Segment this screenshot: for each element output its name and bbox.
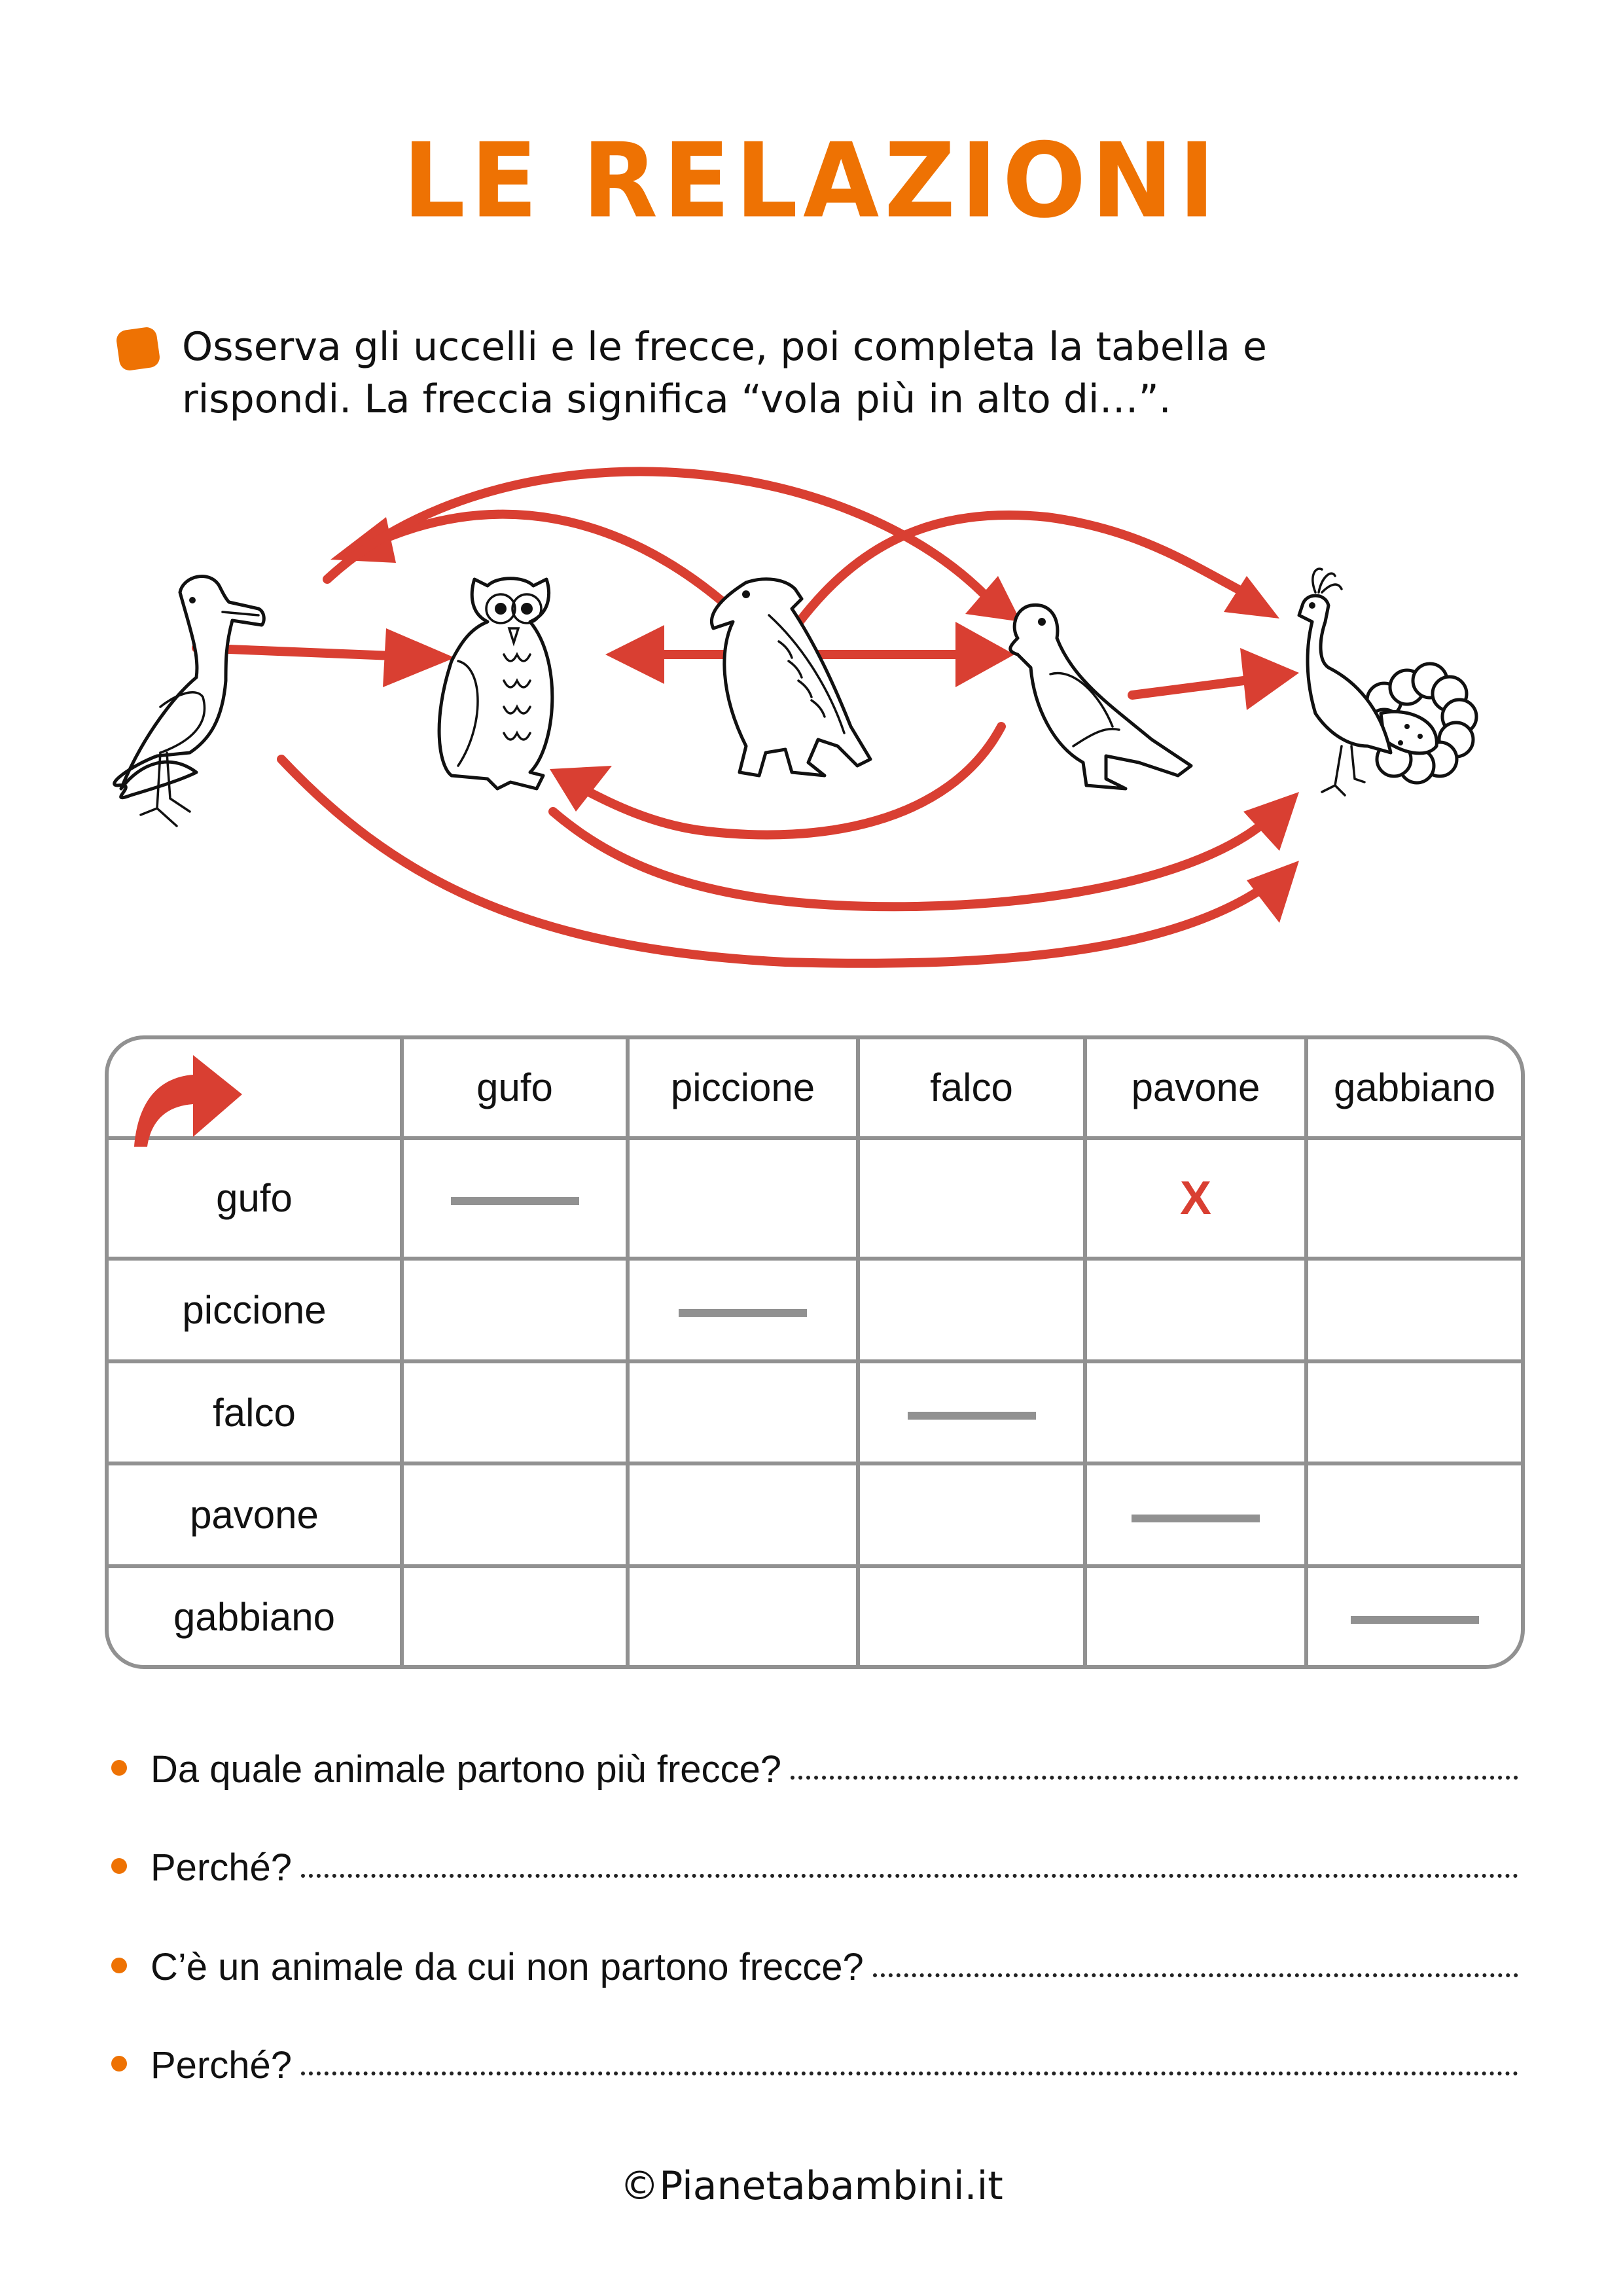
copyright-footer: ©Pianetabambini.it bbox=[620, 2163, 1003, 2209]
row-header: pavone bbox=[109, 1463, 402, 1566]
instruction-bullet-icon bbox=[115, 326, 161, 372]
instruction-line-2: rispondi. La freccia significa “vola più in alto di…”. bbox=[182, 376, 1171, 422]
bird-relations-diagram bbox=[0, 458, 1623, 995]
diagonal-dash bbox=[1351, 1616, 1479, 1624]
relation-cell[interactable] bbox=[1306, 1138, 1521, 1259]
relation-cell[interactable] bbox=[1306, 1361, 1521, 1464]
arrow-gabbiano-gufo bbox=[196, 628, 455, 687]
diagonal-dash bbox=[679, 1309, 807, 1317]
bullet-icon bbox=[111, 1760, 127, 1776]
answer-line[interactable] bbox=[873, 1973, 1518, 1977]
table-row bbox=[109, 1566, 1521, 1665]
arrow-piccione-pavone bbox=[1132, 648, 1299, 710]
bullet-icon bbox=[111, 1858, 127, 1874]
relation-cell[interactable] bbox=[402, 1138, 628, 1259]
piccione-illustration bbox=[1010, 605, 1191, 789]
row-header: piccione bbox=[109, 1259, 402, 1361]
bullet-icon bbox=[111, 2056, 127, 2072]
table-row bbox=[109, 1463, 1521, 1566]
relation-cell[interactable] bbox=[628, 1566, 858, 1665]
relation-cell[interactable] bbox=[402, 1259, 628, 1361]
arrow-gufo-pavone bbox=[553, 792, 1299, 906]
relation-cell[interactable] bbox=[402, 1566, 628, 1665]
page-title: LE RELAZIONI bbox=[402, 121, 1221, 242]
question-item bbox=[111, 1945, 1518, 1989]
column-header: gufo bbox=[402, 1039, 628, 1138]
relation-cell[interactable] bbox=[1085, 1566, 1306, 1665]
relation-cell[interactable] bbox=[1306, 1566, 1521, 1665]
arrow-falco-gufo bbox=[605, 625, 726, 684]
answer-line[interactable] bbox=[301, 2072, 1518, 2075]
relation-cell[interactable] bbox=[858, 1361, 1085, 1464]
row-header: gufo bbox=[109, 1138, 402, 1259]
relation-mark: X bbox=[1179, 1172, 1212, 1225]
relation-cell[interactable] bbox=[628, 1138, 858, 1259]
relation-cell[interactable] bbox=[628, 1361, 858, 1464]
relation-cell[interactable] bbox=[858, 1463, 1085, 1566]
pavone-illustration bbox=[1299, 569, 1476, 795]
relation-cell[interactable] bbox=[628, 1259, 858, 1361]
curved-arrow-icon bbox=[134, 1055, 259, 1147]
falco-illustration bbox=[711, 579, 870, 776]
relation-cell[interactable] bbox=[858, 1566, 1085, 1665]
answer-line[interactable] bbox=[791, 1776, 1518, 1780]
peacock-tail bbox=[1367, 664, 1476, 783]
relation-cell[interactable] bbox=[1085, 1138, 1306, 1259]
table-row bbox=[109, 1361, 1521, 1464]
question-text: Da quale animale partono più frecce? bbox=[151, 1748, 782, 1791]
instruction-text bbox=[182, 321, 1524, 425]
instruction-line-1: Osserva gli uccelli e le frecce, poi completa la tabella e bbox=[182, 324, 1267, 370]
answer-line[interactable] bbox=[301, 1874, 1518, 1878]
relation-cell[interactable] bbox=[858, 1138, 1085, 1259]
question-item bbox=[111, 1846, 1518, 1890]
relation-cell[interactable] bbox=[1306, 1463, 1521, 1566]
question-text: C’è un animale da cui non partono frecce? bbox=[151, 1946, 864, 1988]
arrow-gabbiano-pavone bbox=[281, 759, 1299, 963]
relation-cell[interactable] bbox=[402, 1463, 628, 1566]
relation-cell[interactable] bbox=[1085, 1259, 1306, 1361]
table-row bbox=[109, 1138, 1521, 1259]
relation-cell[interactable] bbox=[858, 1259, 1085, 1361]
bullet-icon bbox=[111, 1958, 127, 1973]
row-header: falco bbox=[109, 1361, 402, 1464]
question-text: Perché? bbox=[151, 2044, 293, 2087]
column-header: pavone bbox=[1085, 1039, 1306, 1138]
table-header-row bbox=[109, 1039, 1521, 1138]
relation-cell[interactable] bbox=[1306, 1259, 1521, 1361]
gabbiano-illustration bbox=[115, 577, 264, 826]
relation-cell[interactable] bbox=[628, 1463, 858, 1566]
relation-cell[interactable] bbox=[1085, 1361, 1306, 1464]
relation-cell[interactable] bbox=[402, 1361, 628, 1464]
diagonal-dash bbox=[451, 1197, 579, 1205]
table-row bbox=[109, 1259, 1521, 1361]
column-header: piccione bbox=[628, 1039, 858, 1138]
question-text: Perché? bbox=[151, 1846, 293, 1889]
gufo-illustration bbox=[439, 579, 552, 789]
row-header: gabbiano bbox=[109, 1566, 402, 1665]
relation-cell[interactable] bbox=[1085, 1463, 1306, 1566]
question-item bbox=[111, 2043, 1518, 2087]
column-header: gabbiano bbox=[1306, 1039, 1521, 1138]
arrow-gabbiano-piccione bbox=[327, 471, 1021, 622]
diagonal-dash bbox=[1132, 1515, 1260, 1522]
diagonal-dash bbox=[908, 1412, 1036, 1420]
column-header: falco bbox=[858, 1039, 1085, 1138]
question-item bbox=[111, 1748, 1518, 1791]
relations-table bbox=[105, 1035, 1525, 1669]
